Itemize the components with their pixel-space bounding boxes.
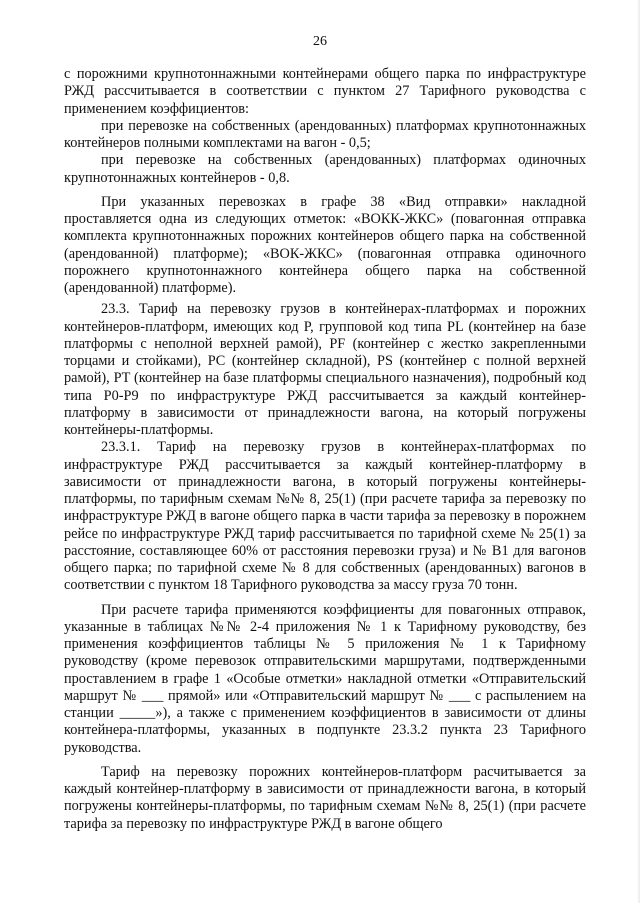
paragraph-2: при перевозке на собственных (арендованных) платформах крупнотоннажных контейнеров полными комплектами на вагон - 0,5; — [64, 117, 586, 151]
paragraph-4: При указанных перевозках в графе 38 «Вид отправки» накладной проставляется одна из следующих отметок: «ВОКК-ЖКС» (повагонная отправка комплекта крупнотоннажных порожних контейнеров общего парка на собственной (арендованной) платформе); «ВОК-ЖКС» (повагонная отправка одиночного порожнего крупнотоннажного контейнера общего парка на собственной (арендованной) платформе). — [64, 193, 586, 296]
page-number: 26 — [313, 34, 327, 49]
paragraph-6: 23.3.1. Тариф на перевозку грузов в контейнерах-платформах по инфраструктуре РЖД рассчитывается за каждый контейнер-платформу в зависимости от принадлежности вагона, в который погружены контейнеры-платформы, по тарифным схемам №№ 8, 25(1) (при расчете тарифа за перевозку по инфраструктуре РЖД в вагоне общего парка в части тарифа за перевозку в порожнем рейсе по инфраструктуре РЖД тариф рассчитывается по тарифной схеме № 25(1) за расстояние, составляющее 60% от расстояния перевозки груза) и № В1 для вагонов общего парка; по тарифной схеме № 8 для собственных (арендованных) вагонов в соответствии с пунктом 18 Тарифного руководства за массу груза 70 тонн. — [64, 439, 586, 594]
paragraph-7: При расчете тарифа применяются коэффициенты для повагонных отправок, указанные в таблицах №№ 2-4 приложения № 1 к Тарифному руководству, без применения коэффициентов таблицы № 5 приложения № 1 к Тарифному руководству (кроме перевозок отправительскими маршрутами, подтвержденными проставлением в графе 1 «Особые отметки» накладной отметки «Отправительский маршрут № ___ прямой» или «Отправительский маршрут № ___ с распылением на станции _____»), а также с применением коэффициентов в зависимости от длины контейнера-платформы, указанных в подпункте 23.3.2 пункта 23 Тарифного руководства. — [64, 601, 586, 756]
paragraph-3: при перевозке на собственных (арендованных) платформах одиночных крупнотоннажных контейнеров - 0,8. — [64, 152, 586, 186]
document-body — [64, 66, 586, 833]
paragraph-8: Тариф на перевозку порожних контейнеров-платформ расчитывается за каждый контейнер-платформу в зависимости от принадлежности вагона, в который погружены контейнеры-платформы, по тарифным схемам №№ 8, 25(1) (при расчете тарифа за перевозку по инфраструктуре РЖД в вагоне общего — [64, 763, 586, 832]
paragraph-1: с порожними крупнотоннажными контейнерами общего парка по инфраструктуре РЖД рассчитывается в соответствии с пунктом 27 Тарифного руководства с применением коэффициентов: — [64, 66, 586, 117]
paragraph-5: 23.3. Тариф на перевозку грузов в контейнерах-платформах и порожних контейнеров-платформ, имеющих код P, групповой код типа PL (контейнер на базе платформы с неполной верхней рамой), PF (контейнер с жестко закрепленными торцами и стойками), PC (контейнер складной), PS (контейнер с полной верхней рамой), PT (контейнер на базе платформы специального назначения), подробный код типа P0-P9 по инфраструктуре РЖД рассчитывается за каждый контейнер-платформу в зависимости от принадлежности вагона, на который погружены контейнеры-платформы. — [64, 301, 586, 438]
